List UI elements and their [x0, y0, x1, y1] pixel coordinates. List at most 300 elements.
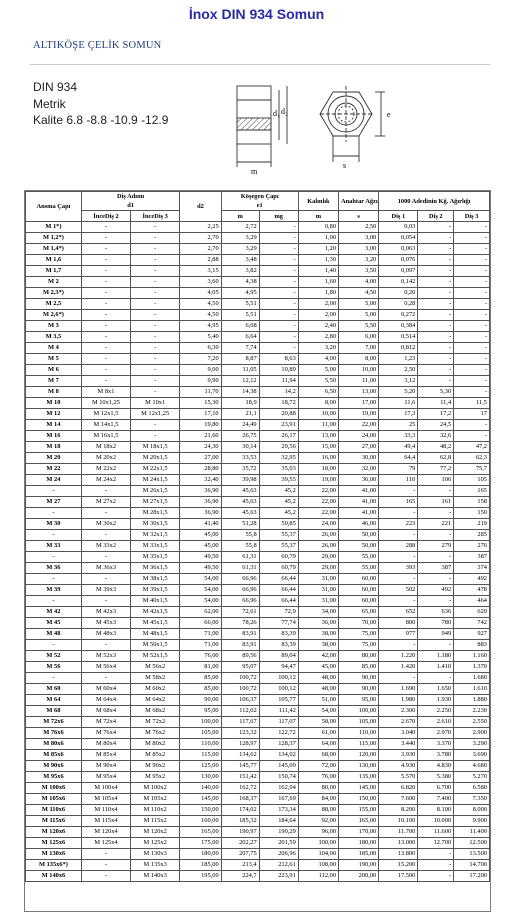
table-cell: 42,00: [298, 651, 338, 662]
table-cell: -: [454, 365, 490, 376]
table-cell: 2.900: [454, 728, 490, 739]
table-cell: -: [418, 860, 454, 871]
table-cell: M 20x2: [81, 453, 130, 464]
table-cell: 1,23: [379, 354, 418, 365]
table-cell: 27,00: [339, 442, 379, 453]
table-cell: M 120x6: [26, 827, 82, 838]
table-row: [26, 640, 490, 651]
table-cell: 18,72: [259, 398, 298, 409]
table-row: [26, 255, 490, 266]
subheader-dis-1: Diş 1: [379, 211, 418, 222]
table-cell: M 8: [26, 387, 82, 398]
table-cell: 117,67: [221, 717, 259, 728]
table-cell: 2,25: [180, 222, 221, 233]
table-cell: 927: [454, 629, 490, 640]
table-row: [26, 607, 490, 618]
table-cell: 76,00: [298, 772, 338, 783]
table-cell: 134,62: [221, 750, 259, 761]
table-cell: 95,07: [221, 662, 259, 673]
table-cell: 72,61: [221, 607, 259, 618]
label-d2: d₂: [281, 107, 288, 116]
table-cell: M 48x1,5: [131, 629, 180, 640]
table-cell: 5,40: [180, 332, 221, 343]
table-cell: M 100x6: [26, 783, 82, 794]
table-cell: M 27x2: [81, 497, 130, 508]
table-cell: 54,00: [180, 596, 221, 607]
table-cell: 38,00: [298, 640, 338, 651]
table-cell: -: [379, 596, 418, 607]
table-cell: -: [454, 332, 490, 343]
side-view-drawing: [237, 86, 287, 167]
table-cell: 2.970: [418, 728, 454, 739]
table-cell: 30,00: [339, 453, 379, 464]
table-cell: 60,00: [339, 596, 379, 607]
table-cell: 54,00: [298, 706, 338, 717]
table-cell: 77,2: [418, 464, 454, 475]
table-cell: 11,70: [180, 387, 221, 398]
table-row: [26, 673, 490, 684]
table-cell: M 52x3: [81, 651, 130, 662]
table-cell: 2.250: [418, 706, 454, 717]
table-cell: 3.290: [454, 739, 490, 750]
table-cell: M 27x1,5: [131, 497, 180, 508]
table-cell: -: [454, 288, 490, 299]
table-cell: 71,00: [180, 629, 221, 640]
table-row: [26, 277, 490, 288]
table-cell: 15.200: [379, 860, 418, 871]
table-cell: 276: [454, 541, 490, 552]
table-cell: 11,4: [418, 398, 454, 409]
table-cell: -: [454, 233, 490, 244]
table-cell: 45,2: [259, 486, 298, 497]
table-cell: 4,50: [180, 310, 221, 321]
table-cell: 90,00: [339, 684, 379, 695]
table-cell: 18,00: [298, 464, 338, 475]
table-cell: 111,42: [259, 706, 298, 717]
table-cell: 10.100: [379, 816, 418, 827]
table-cell: M 38x1,5: [131, 574, 180, 585]
table-cell: -: [131, 387, 180, 398]
table-cell: M 56x2: [131, 662, 180, 673]
table-cell: M 60x2: [131, 684, 180, 695]
table-cell: 11,00: [298, 420, 338, 431]
table-row: [26, 772, 490, 783]
table-cell: 190,97: [221, 827, 259, 838]
table-cell: 161: [418, 497, 454, 508]
table-cell: 492: [454, 574, 490, 585]
table-cell: -: [81, 266, 130, 277]
table-cell: 29,00: [298, 552, 338, 563]
table-cell: 33,53: [221, 453, 259, 464]
table-cell: 61,31: [221, 552, 259, 563]
table-cell: 62,3: [454, 453, 490, 464]
table-cell: 85,00: [339, 662, 379, 673]
table-cell: 201,59: [259, 838, 298, 849]
table-cell: -: [131, 255, 180, 266]
table-cell: 2,70: [180, 244, 221, 255]
table-cell: M 76x2: [131, 728, 180, 739]
table-cell: 6.700: [418, 783, 454, 794]
subheader-incedis-3: İnceDiş 3: [131, 211, 180, 222]
table-cell: 221: [418, 519, 454, 530]
label-d1: d₁: [273, 109, 280, 118]
table-cell: 4,00: [298, 354, 338, 365]
table-cell: M 85x6: [26, 750, 82, 761]
table-cell: 7.600: [379, 794, 418, 805]
table-cell: 5,51: [221, 310, 259, 321]
table-cell: 29,56: [259, 442, 298, 453]
table-cell: -: [26, 640, 82, 651]
table-row: [26, 508, 490, 519]
table-cell: 6.580: [454, 783, 490, 794]
table-cell: 17: [454, 409, 490, 420]
table-cell: 21,1: [221, 409, 259, 420]
table-cell: 60,00: [339, 585, 379, 596]
table-cell: M 24x2: [81, 475, 130, 486]
header-dis-adimi: Diş Adımı d1: [81, 192, 179, 211]
table-cell: -: [81, 552, 130, 563]
table-cell: M 16: [26, 431, 82, 442]
table-cell: 185,00: [339, 849, 379, 860]
table-cell: 49,50: [180, 563, 221, 574]
header-d2: d2: [180, 192, 221, 222]
table-row: [26, 299, 490, 310]
table-cell: M 90x4: [81, 761, 130, 772]
table-cell: -: [418, 277, 454, 288]
label-s: s: [343, 161, 347, 170]
table-cell: 12,12: [221, 376, 259, 387]
table-cell: M 42x3: [81, 607, 130, 618]
table-row: [26, 288, 490, 299]
dimension-table: [25, 191, 490, 882]
spec-standard: DIN 934: [33, 80, 78, 94]
table-cell: -: [418, 310, 454, 321]
table-cell: 145,77: [221, 761, 259, 772]
table-cell: M 48: [26, 629, 82, 640]
table-cell: 36,90: [180, 508, 221, 519]
table-cell: M 10: [26, 398, 82, 409]
table-cell: 175,00: [180, 838, 221, 849]
table-cell: M 80x6: [26, 739, 82, 750]
table-row: [26, 431, 490, 442]
table-cell: 162,04: [259, 783, 298, 794]
table-cell: M 18x2: [81, 442, 130, 453]
table-cell: 22,00: [298, 497, 338, 508]
table-cell: 45,63: [221, 497, 259, 508]
table-cell: M 68x2: [131, 706, 180, 717]
table-cell: 13.000: [379, 838, 418, 849]
table-cell: M 36x1,5: [131, 563, 180, 574]
table-cell: -: [259, 233, 298, 244]
table-cell: M 1,6: [26, 255, 82, 266]
table-cell: 134,02: [259, 750, 298, 761]
table-cell: M 68x4: [81, 706, 130, 717]
table-row: [26, 343, 490, 354]
table-cell: 22,00: [298, 508, 338, 519]
table-cell: 184,64: [259, 816, 298, 827]
table-cell: 2,72: [221, 222, 259, 233]
table-cell: -: [259, 255, 298, 266]
table-cell: M 48x3: [81, 629, 130, 640]
table-cell: 1.160: [454, 651, 490, 662]
table-cell: -: [454, 387, 490, 398]
table-cell: -: [81, 574, 130, 585]
table-cell: 0,063: [379, 244, 418, 255]
table-cell: 7,20: [180, 354, 221, 365]
table-cell: 502: [379, 585, 418, 596]
table-cell: 16,00: [298, 453, 338, 464]
table-cell: M 60x4: [81, 684, 130, 695]
table-cell: 2.230: [454, 706, 490, 717]
table-cell: 2.550: [454, 717, 490, 728]
table-cell: 2,50: [379, 365, 418, 376]
table-cell: M 14x1,5: [81, 420, 130, 431]
table-cell: 85,00: [180, 684, 221, 695]
table-cell: 1.650: [418, 684, 454, 695]
table-cell: 0,03: [379, 222, 418, 233]
table-cell: M 110x6: [26, 805, 82, 816]
table-cell: 5,00: [298, 365, 338, 376]
table-cell: 4.680: [454, 761, 490, 772]
table-cell: 1.410: [418, 662, 454, 673]
table-cell: 167,69: [259, 794, 298, 805]
table-cell: M 64x2: [131, 695, 180, 706]
table-cell: 71,00: [180, 640, 221, 651]
table-cell: M 64: [26, 695, 82, 706]
table-cell: M 115x2: [131, 816, 180, 827]
table-row: [26, 266, 490, 277]
table-cell: -: [454, 354, 490, 365]
table-cell: M 120x4: [81, 827, 130, 838]
table-cell: -: [418, 596, 454, 607]
table-cell: -: [81, 255, 130, 266]
table-row: [26, 464, 490, 475]
table-cell: 285: [454, 530, 490, 541]
header-anma-capi: Ansma Çapı: [26, 192, 82, 222]
table-cell: M 2: [26, 277, 82, 288]
table-cell: M 36x3: [81, 563, 130, 574]
table-cell: M 60: [26, 684, 82, 695]
table-cell: -: [131, 343, 180, 354]
table-cell: 150,00: [180, 805, 221, 816]
table-cell: -: [418, 871, 454, 882]
table-cell: 224,7: [221, 871, 259, 882]
table-cell: 1.930: [418, 695, 454, 706]
table-cell: 14,2: [259, 387, 298, 398]
table-cell: M 120x2: [131, 827, 180, 838]
table-row: [26, 552, 490, 563]
table-cell: 89,56: [221, 651, 259, 662]
table-cell: 11,05: [221, 365, 259, 376]
table-cell: 36,00: [298, 618, 338, 629]
table-row: [26, 728, 490, 739]
table-cell: 39,98: [221, 475, 259, 486]
table-cell: 75,00: [339, 640, 379, 651]
table-cell: -: [454, 244, 490, 255]
table-cell: 17,3: [379, 409, 418, 420]
table-cell: 2.670: [379, 717, 418, 728]
table-cell: 55,37: [259, 541, 298, 552]
table-cell: -: [418, 849, 454, 860]
table-cell: 0,812: [379, 343, 418, 354]
table-cell: 104,00: [298, 849, 338, 860]
table-cell: 1.980: [379, 695, 418, 706]
table-cell: 61,31: [221, 563, 259, 574]
table-cell: 1,00: [298, 233, 338, 244]
table-cell: -: [81, 332, 130, 343]
table-cell: -: [81, 277, 130, 288]
table-cell: 11,94: [259, 376, 298, 387]
table-cell: M 22x2: [81, 464, 130, 475]
subheader-incedis-2: İnceDiş 2: [81, 211, 130, 222]
table-cell: 393: [379, 563, 418, 574]
table-cell: 55,37: [259, 530, 298, 541]
table-cell: 34,00: [298, 607, 338, 618]
table-cell: M 6: [26, 365, 82, 376]
table-cell: 84,00: [298, 794, 338, 805]
table-cell: 26,00: [298, 541, 338, 552]
table-cell: -: [418, 222, 454, 233]
table-cell: 165,00: [339, 816, 379, 827]
table-cell: 17,00: [339, 398, 379, 409]
table-cell: 165,00: [180, 827, 221, 838]
table-cell: 3,00: [339, 244, 379, 255]
header-anahtar-agzi: Anahtar Ağzı: [339, 192, 379, 211]
table-cell: 66,96: [221, 574, 259, 585]
table-cell: 11,5: [454, 398, 490, 409]
table-cell: 33,3: [379, 431, 418, 442]
table-cell: 80,00: [339, 651, 379, 662]
table-cell: M 68: [26, 706, 82, 717]
table-cell: -: [418, 640, 454, 651]
table-cell: 14.700: [454, 860, 490, 871]
table-cell: 8.200: [379, 805, 418, 816]
table-cell: 95,00: [339, 695, 379, 706]
table-cell: 0,054: [379, 233, 418, 244]
table-cell: -: [454, 266, 490, 277]
table-cell: 36,00: [339, 475, 379, 486]
table-cell: M 39x3: [81, 585, 130, 596]
table-cell: 58,00: [298, 717, 338, 728]
table-cell: M 8x1: [81, 387, 130, 398]
table-cell: 7.350: [454, 794, 490, 805]
table-cell: 1.610: [454, 684, 490, 695]
table-cell: 13.500: [454, 849, 490, 860]
table-cell: 374: [454, 563, 490, 574]
table-cell: 48,2: [418, 442, 454, 453]
table-cell: 60,79: [259, 563, 298, 574]
table-cell: 11.600: [418, 827, 454, 838]
table-cell: -: [418, 574, 454, 585]
table-cell: M 140x6: [26, 871, 82, 882]
table-cell: M 45x1,5: [131, 618, 180, 629]
table-cell: 5,00: [339, 299, 379, 310]
table-cell: -: [418, 288, 454, 299]
table-cell: 64,00: [298, 739, 338, 750]
table-cell: -: [418, 530, 454, 541]
table-cell: 106,37: [221, 695, 259, 706]
table-cell: 3,20: [298, 343, 338, 354]
table-cell: M 20x1,5: [131, 453, 180, 464]
table-cell: 12.700: [418, 838, 454, 849]
table-cell: 11,00: [339, 376, 379, 387]
table-cell: 36,90: [180, 497, 221, 508]
table-cell: 2.300: [379, 706, 418, 717]
table-cell: 55,00: [339, 552, 379, 563]
table-cell: -: [81, 849, 130, 860]
table-cell: 5,50: [339, 321, 379, 332]
table-cell: 41,40: [180, 519, 221, 530]
table-row: [26, 321, 490, 332]
table-cell: 31,00: [298, 596, 338, 607]
table-cell: -: [26, 596, 82, 607]
table-cell: 13,00: [339, 387, 379, 398]
table-cell: 45,00: [180, 541, 221, 552]
table-cell: 162,72: [221, 783, 259, 794]
table-cell: 3.040: [379, 728, 418, 739]
header-kalinlik: Kalınlık: [298, 192, 338, 211]
table-cell: 780: [418, 618, 454, 629]
table-cell: 10,89: [259, 365, 298, 376]
table-cell: 105,00: [180, 728, 221, 739]
table-cell: -: [259, 244, 298, 255]
table-cell: -: [131, 431, 180, 442]
table-cell: -: [454, 310, 490, 321]
table-cell: 190,29: [259, 827, 298, 838]
label-e: e: [387, 110, 391, 119]
table-cell: -: [131, 376, 180, 387]
table-cell: 66,44: [259, 574, 298, 585]
table-cell: 130,00: [180, 772, 221, 783]
table-row: [26, 497, 490, 508]
table-cell: 17.500: [379, 871, 418, 882]
table-cell: 223,91: [259, 871, 298, 882]
table-cell: -: [418, 552, 454, 563]
table-cell: 117,07: [259, 717, 298, 728]
table-cell: 387: [454, 552, 490, 563]
table-cell: 110: [379, 475, 418, 486]
table-cell: 100,12: [259, 673, 298, 684]
table-cell: -: [81, 640, 130, 651]
table-cell: M 125x6: [26, 838, 82, 849]
table-row: [26, 420, 490, 431]
table-cell: 4,38: [221, 277, 259, 288]
table-cell: 39,55: [259, 475, 298, 486]
table-cell: 652: [379, 607, 418, 618]
table-cell: M 27: [26, 497, 82, 508]
table-cell: 17,10: [180, 409, 221, 420]
table-cell: -: [131, 321, 180, 332]
table-cell: 10,00: [339, 365, 379, 376]
table-cell: 24,30: [180, 442, 221, 453]
page-title: İnox DIN 934 Somun: [188, 6, 325, 22]
table-cell: 223: [379, 519, 418, 530]
table-cell: -: [259, 321, 298, 332]
table-cell: 90,00: [180, 695, 221, 706]
table-cell: 27,00: [180, 453, 221, 464]
table-cell: 174,02: [221, 805, 259, 816]
table-cell: -: [259, 222, 298, 233]
subheader-dis-2: Diş 2: [418, 211, 454, 222]
table-cell: 75,7: [454, 464, 490, 475]
table-cell: 11.400: [454, 827, 490, 838]
table-cell: 4,95: [221, 288, 259, 299]
table-cell: M 90x6: [26, 761, 82, 772]
table-cell: M 72x4: [81, 717, 130, 728]
table-cell: 15,00: [298, 442, 338, 453]
table-cell: 70,00: [339, 618, 379, 629]
table-cell: M 64x4: [81, 695, 130, 706]
